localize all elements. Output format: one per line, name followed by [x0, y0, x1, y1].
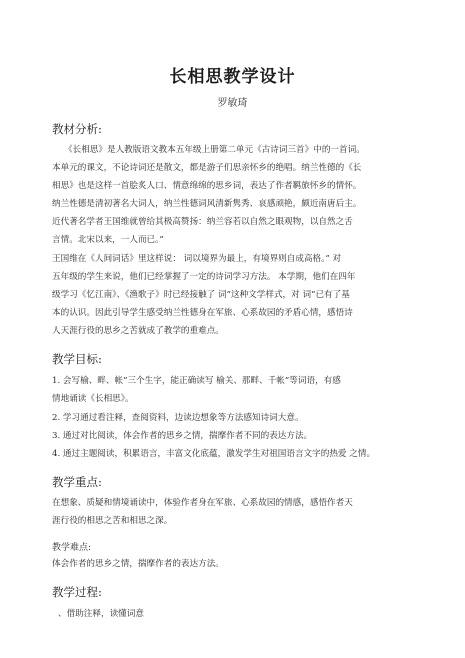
- process-line: 、借助注释，读懂词意: [58, 609, 144, 619]
- analysis-line: 近代著名学者王国维就曾给其极高赞扬：纳兰容若以自然之眼观物，以自然之舌: [52, 217, 353, 227]
- section-heading-process: 教学过程:: [52, 585, 102, 599]
- key-points-line: 涯行役的相思之苦和相思之深。: [52, 516, 173, 526]
- analysis-line: 级学习《忆江南》、《渔歌子》时已经接触了 词”这种文学样式，对 词”已有了基: [52, 290, 350, 300]
- analysis-line: 王国维在《人间词话》里这样说： 词以境界为最上，有境界则自成高格。” 对: [52, 254, 342, 264]
- key-points-line: 在想象、质疑和情境诵读中，体验作者身在军旅、心系故园的情感，感悟作者天: [52, 498, 353, 508]
- author-name: 罗敏琦: [217, 98, 248, 109]
- goals-line: 1. 会写榆、畔、帐”三个生字，能正确读写 榆关、那畔、千帐”等词语，有感: [52, 376, 341, 386]
- analysis-line: 本的认识。因此引导学生感受纳兰性德身在军旅、心系故园的矛盾心情，感悟诗: [52, 308, 353, 318]
- section-heading-key-points: 教学重点:: [52, 475, 102, 489]
- analysis-line: 言情。北宋以来，一人而已。”: [52, 235, 164, 245]
- page-title: 长相思教学设计: [169, 67, 296, 87]
- difficulty-line: 体会作者的思乡之情，揣摩作者的表达方法。: [52, 559, 224, 569]
- goals-line: 情地诵读《长相思》。: [52, 394, 134, 404]
- analysis-line: 相思》也是这样一首脍炙人口、情意绵绵的思乡词，表达了作者羁旅怀乡的情怀。: [52, 181, 362, 191]
- analysis-line: 纳兰性德是清初著名大词人，纳兰性德词风清新隽秀、哀感顽艳，颇近南唐后主。: [52, 199, 362, 209]
- analysis-line: 本单元的课文，不论诗词还是散文，都是游子们思亲怀乡的绝唱。纳兰性德的《长: [52, 163, 362, 173]
- goals-line: 3. 通过对比阅读，体会作者的思乡之情，揣摩作者不同的表达方法。: [52, 431, 313, 441]
- goals-line: 2. 学习通过看注释，查阅资料，边读边想象等方法感知诗词大意。: [52, 413, 304, 423]
- section-heading-difficulty: 教学难点:: [52, 543, 92, 553]
- analysis-line: 五年级的学生来说，他们已经掌握了一定的诗词学习方法。 本学期，他们在四年: [52, 272, 356, 282]
- analysis-line: 《长相思》是人教版语文教本五年级上册第二单元《古诗词三首》中的一首词。: [64, 145, 365, 155]
- section-heading-goals: 教学目标:: [52, 352, 102, 366]
- goals-line: 4. 通过主题阅读，积累语言，丰富文化底蕴，激发学生对祖国语言文字的热爱 之情。: [52, 449, 376, 459]
- analysis-line: 人天涯行役的思乡之苦就成了教学的重难点。: [52, 326, 224, 336]
- section-heading-analysis: 教材分析:: [52, 122, 102, 136]
